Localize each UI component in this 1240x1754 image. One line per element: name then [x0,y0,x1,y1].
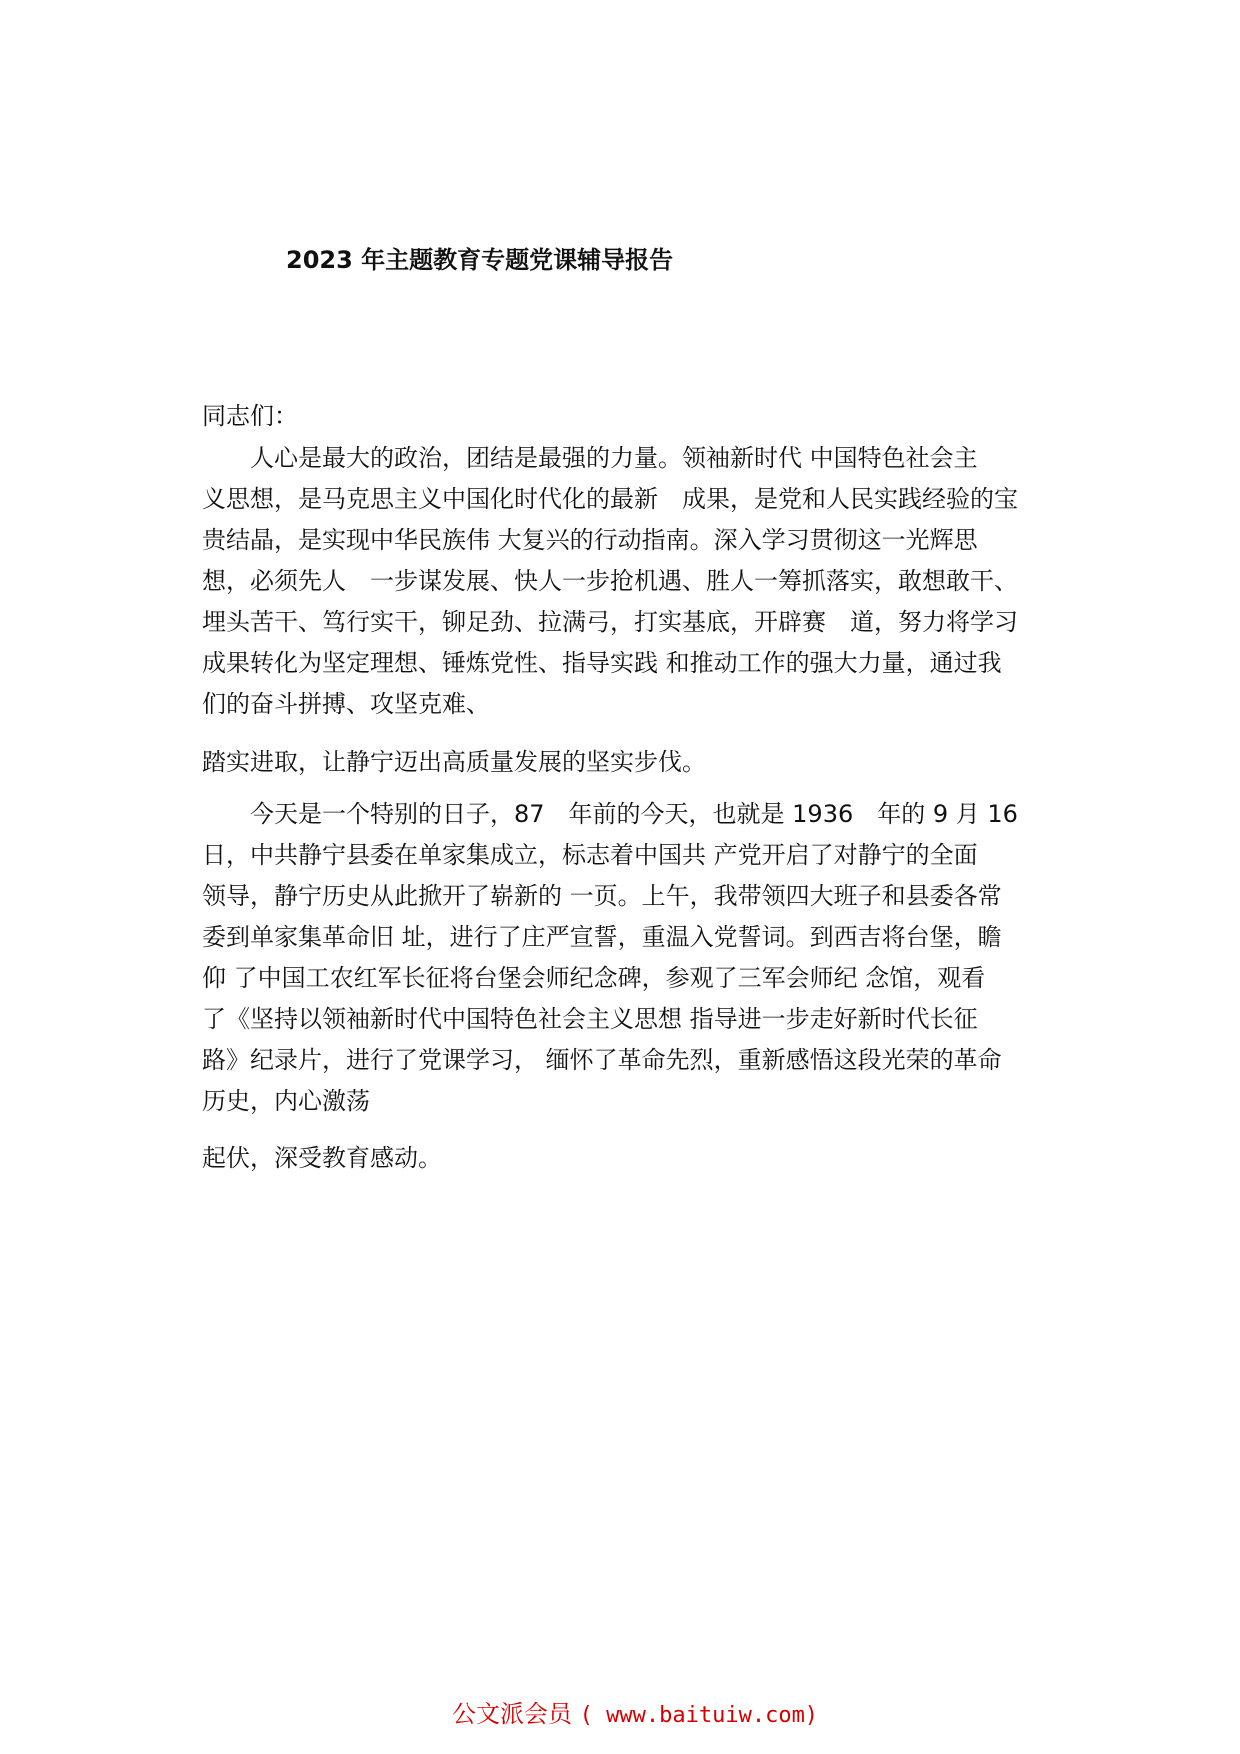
paragraph-line: 埋头苦干、笃行实干，铆足劲、拉满弓，打实基底，开辟赛 道，努力将学习 [202,608,1018,636]
paragraph-1 [202,438,1082,725]
paragraph-2-tail: 起伏，深受教育感动。 [202,1144,442,1172]
paragraph-line: 成果转化为坚定理想、锤炼党性、指导实践 和推动工作的强大力量，通过我 [202,649,1002,677]
paragraph-2 [202,794,1082,1122]
document-title: 2023 年主题教育专题党课辅导报告 [286,246,674,274]
paragraph-line: 委到单家集革命旧 址，进行了庄严宣誓，重温入党誓词。到西吉将台堡，瞻 [202,923,1002,951]
paragraph-line: 们的奋斗拼搏、攻坚克难、 [202,690,490,718]
footer-watermark [452,1694,818,1729]
footer-label: 公文派会员 [452,1700,572,1728]
paragraph-line: 历史，内心激荡 [202,1087,370,1115]
paragraph-line: 日，中共静宁县委在单家集成立，标志着中国共 产党开启了对静宁的全面 [202,841,978,869]
footer-url[interactable]: ( www.baituiw.com) [579,1703,819,1728]
paragraph-line: 想，必须先人 一步谋发展、快人一步抢机遇、胜人一筹抓落实，敢想敢干、 [202,567,1018,595]
paragraph-line: 路》纪录片，进行了党课学习， 缅怀了革命先烈，重新感悟这段光荣的革命 [202,1046,1002,1074]
paragraph-line: 贵结晶，是实现中华民族伟 大复兴的行动指南。深入学习贯彻这一光辉思 [202,526,978,554]
paragraph-line: 领导，静宁历史从此掀开了崭新的 一页。上午，我带领四大班子和县委各常 [202,882,1002,910]
paragraph-line: 了《坚持以领袖新时代中国特色社会主义思想 指导进一步走好新时代长征 [202,1005,978,1033]
paragraph-1-tail: 踏实进取，让静宁迈出高质量发展的坚实步伐。 [202,748,706,776]
paragraph-line: 今天是一个特别的日子，87 年前的今天，也就是 1936 年的 9 月 16 [202,800,1018,828]
paragraph-line: 仰 了中国工农红军长征将台堡会师纪念碑，参观了三军会师纪 念馆，观看 [202,964,986,992]
greeting: 同志们： [202,402,298,430]
paragraph-line: 义思想，是马克思主义中国化时代化的最新 成果，是党和人民实践经验的宝 [202,485,1018,513]
paragraph-line: 人心是最大的政治，团结是最强的力量。领袖新时代 中国特色社会主 [202,444,978,472]
